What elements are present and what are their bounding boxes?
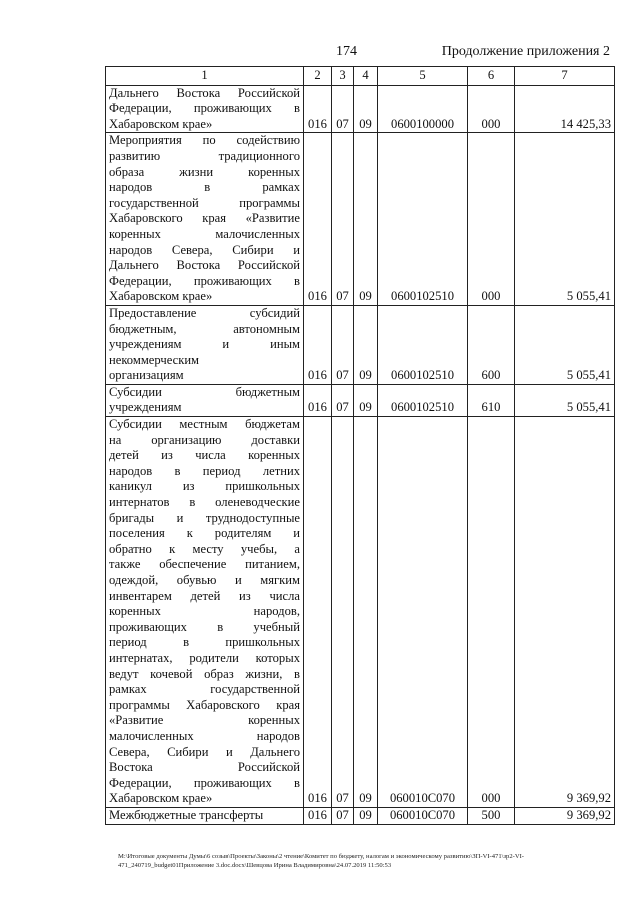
row-name-line: Федерации, проживающих в: [109, 273, 300, 288]
row-name-line: бригады и труднодоступные: [109, 510, 300, 525]
subsection-code-cell: 09: [354, 807, 378, 824]
column-header: 1: [106, 67, 304, 86]
subsection-code-cell: 09: [354, 384, 378, 416]
amount-cell: 5 055,41: [515, 133, 615, 306]
row-name-line: некоммерческим: [109, 352, 200, 367]
table-row: [106, 384, 615, 416]
section-code-cell: 07: [332, 133, 354, 306]
target-article-cell: 060010С070: [378, 417, 468, 808]
column-header: 5: [378, 67, 468, 86]
ministry-code-cell: 016: [304, 305, 332, 384]
row-name-line: проживающих в учебный: [109, 619, 300, 634]
row-name-line: интернатов в оленеводческие: [109, 495, 300, 510]
target-article-cell: 0600100000: [378, 85, 468, 133]
footer-line: 471_240719_budget01Приложение 3.doc.docx\Шевцова Ирина Владимировна\24.07.2019 11:50:53: [118, 862, 392, 869]
row-name-line: Дальнего Востока Российской: [109, 85, 300, 100]
row-name-line: Межбюджетные трансферты: [109, 807, 264, 822]
continuation-label: Продолжение приложения 2: [441, 44, 610, 59]
column-header: 7: [515, 67, 615, 86]
section-code-cell: 07: [332, 85, 354, 133]
amount-cell: 5 055,41: [515, 384, 615, 416]
row-name-line: коренных народов,: [109, 604, 300, 619]
row-name-line: развитию традиционного: [109, 148, 300, 163]
target-article-cell: 0600102510: [378, 384, 468, 416]
column-header: 6: [468, 67, 515, 86]
table-row: [106, 133, 615, 306]
table-header-row: [106, 67, 615, 86]
row-name-cell: [106, 305, 304, 384]
row-name-line: программы Хабаровского края: [109, 697, 300, 712]
table-row: [106, 417, 615, 808]
row-name-line: Субсидии местным бюджетам: [109, 417, 300, 432]
row-name-line: государственной программы: [109, 195, 300, 210]
section-code-cell: 07: [332, 305, 354, 384]
subsection-code-cell: 09: [354, 85, 378, 133]
row-name-line: ведут кочевой образ жизни, в: [109, 666, 300, 681]
ministry-code-cell: 016: [304, 133, 332, 306]
ministry-code-cell: 016: [304, 85, 332, 133]
expense-type-cell: 500: [468, 807, 515, 824]
row-name-line: народов Севера, Сибири и: [109, 242, 300, 257]
row-name-line: народов в период летних: [109, 463, 300, 478]
row-name-line: народов в рамках: [109, 180, 300, 195]
budget-table: [105, 66, 615, 825]
row-name-line: Предоставление субсидий: [109, 305, 300, 320]
row-name-line: «Развитие коренных: [109, 713, 300, 728]
row-name-line: Хабаровском крае»: [109, 116, 213, 131]
column-header: 4: [354, 67, 378, 86]
section-code-cell: 07: [332, 417, 354, 808]
row-name-line: Востока Российской: [109, 760, 300, 775]
row-name-line: Федерации, проживающих в: [109, 101, 300, 116]
table-row: [106, 305, 615, 384]
row-name-cell: [106, 85, 304, 133]
target-article-cell: 060010С070: [378, 807, 468, 824]
ministry-code-cell: 016: [304, 417, 332, 808]
row-name-line: инвентарем детей из числа: [109, 588, 300, 603]
row-name-line: Хабаровском крае»: [109, 791, 213, 806]
target-article-cell: 0600102510: [378, 133, 468, 306]
subsection-code-cell: 09: [354, 417, 378, 808]
row-name-line: бюджетным, автономным: [109, 321, 300, 336]
row-name-line: также обеспечение питанием,: [109, 557, 300, 572]
row-name-cell: [106, 417, 304, 808]
table-row: [106, 85, 615, 133]
section-code-cell: 07: [332, 807, 354, 824]
row-name-line: поселения к родителям и: [109, 526, 300, 541]
row-name-line: Хабаровском крае»: [109, 289, 213, 304]
row-name-line: рамках государственной: [109, 682, 300, 697]
file-path-footer: [118, 852, 618, 870]
amount-cell: 5 055,41: [515, 305, 615, 384]
expense-type-cell: 600: [468, 305, 515, 384]
expense-type-cell: 000: [468, 417, 515, 808]
row-name-line: малочисленных народов: [109, 728, 300, 743]
row-name-cell: [106, 384, 304, 416]
row-name-line: каникул из пришкольных: [109, 479, 300, 494]
row-name-line: детей из числа коренных: [109, 448, 300, 463]
amount-cell: 14 425,33: [515, 85, 615, 133]
row-name-line: период в пришкольных: [109, 635, 300, 650]
section-code-cell: 07: [332, 384, 354, 416]
row-name-line: интернатах, родители которых: [109, 650, 300, 665]
amount-cell: 9 369,92: [515, 807, 615, 824]
row-name-line: коренных малочисленных: [109, 226, 300, 241]
expense-type-cell: 000: [468, 133, 515, 306]
row-name-line: Севера, Сибири и Дальнего: [109, 744, 300, 759]
row-name-cell: [106, 133, 304, 306]
ministry-code-cell: 016: [304, 807, 332, 824]
column-header: 2: [304, 67, 332, 86]
row-name-line: Субсидии бюджетным: [109, 384, 300, 399]
column-header: 3: [332, 67, 354, 86]
amount-cell: 9 369,92: [515, 417, 615, 808]
row-name-cell: [106, 807, 304, 824]
subsection-code-cell: 09: [354, 305, 378, 384]
row-name-line: Мероприятия по содействию: [109, 133, 300, 148]
subsection-code-cell: 09: [354, 133, 378, 306]
row-name-line: учреждениям: [109, 400, 182, 415]
row-name-line: образа жизни коренных: [109, 164, 300, 179]
footer-line: М:\Итоговые документы Думы\6 созыв\Проекты\Законы\2 чтение\Комитет по бюджету, налогам и экономическому развитию\ЗП-VI-471\зр2-VI-: [118, 853, 524, 860]
row-name-line: одеждой, обувью и мягким: [109, 573, 300, 587]
table-row: [106, 807, 615, 824]
target-article-cell: 0600102510: [378, 305, 468, 384]
expense-type-cell: 610: [468, 384, 515, 416]
page-number: 174: [336, 44, 357, 59]
row-name-line: Хабаровского края «Развитие: [109, 211, 300, 226]
row-name-line: Дальнего Востока Российской: [109, 258, 300, 273]
row-name-line: на организацию доставки: [109, 432, 300, 447]
row-name-line: обратно к месту учебы, а: [109, 541, 300, 556]
ministry-code-cell: 016: [304, 384, 332, 416]
expense-type-cell: 000: [468, 85, 515, 133]
row-name-line: организациям: [109, 368, 184, 383]
row-name-line: учреждениям и иным: [109, 337, 300, 352]
row-name-line: Федерации, проживающих в: [109, 775, 300, 790]
